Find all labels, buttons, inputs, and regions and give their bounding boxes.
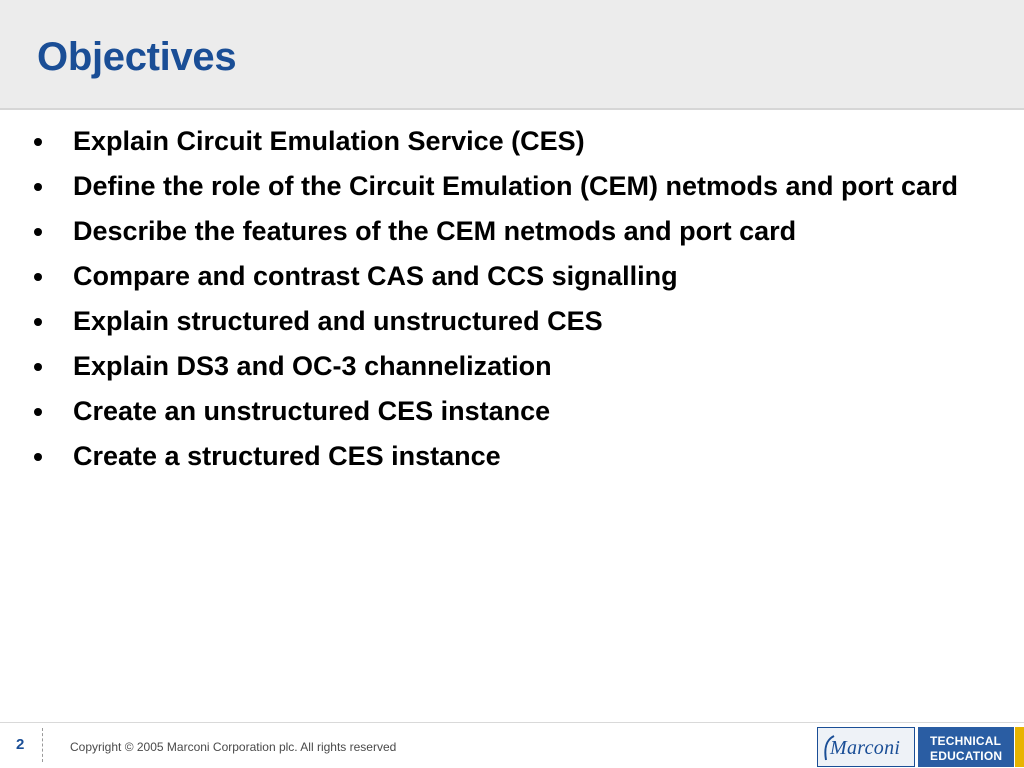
list-item — [0, 438, 1024, 475]
bullet-text: Explain structured and unstructured CES — [73, 306, 603, 336]
list-item — [0, 303, 1024, 340]
bullet-text: Create an unstructured CES instance — [73, 396, 551, 426]
bullet-text: Explain DS3 and OC-3 channelization — [73, 351, 552, 381]
slide-header — [0, 0, 1024, 110]
bullet-text: Describe the features of the CEM netmods and port card — [73, 216, 797, 246]
slide-title: Objectives — [37, 35, 237, 79]
list-item — [0, 213, 1024, 250]
copyright-notice: Copyright © 2005 Marconi Corporation plc. All rights reserved — [70, 740, 397, 754]
bullet-text: Create a structured CES instance — [73, 441, 501, 471]
badge-line-2: EDUCATION — [930, 749, 1003, 763]
accent-bar — [1015, 727, 1024, 767]
bullet-text: Compare and contrast CAS and CCS signalling — [73, 261, 678, 291]
list-item — [0, 123, 1024, 160]
bullet-icon — [34, 138, 42, 146]
bullet-icon — [34, 363, 42, 371]
bullet-text: Explain Circuit Emulation Service (CES) — [73, 126, 585, 156]
list-item — [0, 348, 1024, 385]
technical-education-badge — [918, 727, 1014, 767]
page-number: 2 — [16, 736, 25, 753]
bullet-icon — [34, 318, 42, 326]
bullet-icon — [34, 183, 42, 191]
badge-line-1: TECHNICAL — [930, 734, 1002, 748]
footer-divider — [42, 728, 43, 762]
marconi-logo — [817, 727, 915, 767]
list-item — [0, 168, 1024, 205]
slide-footer — [0, 722, 1024, 768]
bullet-icon — [34, 408, 42, 416]
bullet-icon — [34, 453, 42, 461]
objectives-list — [0, 123, 1024, 483]
logo-wordmark: Marconi — [830, 737, 901, 759]
bullet-icon — [34, 228, 42, 236]
bullet-text: Define the role of the Circuit Emulation (CEM) netmods and port card — [73, 171, 959, 201]
bullet-icon — [34, 273, 42, 281]
list-item — [0, 258, 1024, 295]
list-item — [0, 393, 1024, 430]
